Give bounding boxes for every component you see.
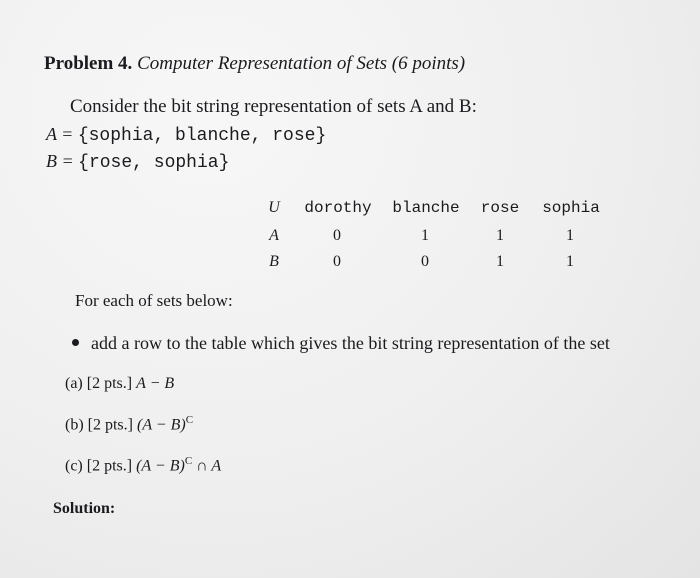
table-cell-a-sophia: 1 — [566, 227, 574, 244]
part-a-expression: A − B — [136, 375, 175, 392]
table-header-dorothy: dorothy — [304, 199, 372, 217]
set-a-lhs: A = — [46, 124, 74, 144]
table-header-universe: U — [268, 199, 280, 216]
part-a — [65, 375, 174, 393]
bullet-text: add a row to the table which gives the bit string representation of the set — [91, 333, 610, 353]
table-header-rose: rose — [480, 199, 520, 217]
part-c-intersection: ∩ A — [192, 457, 222, 475]
intro-text: Consider the bit string representation of sets A and B: — [70, 96, 477, 117]
table-row-label-a: A — [269, 227, 279, 244]
set-a-elements: {sophia, blanche, rose} — [77, 126, 327, 146]
table-cell-a-dorothy: 0 — [333, 227, 341, 244]
set-a-definition — [46, 124, 326, 146]
problem-number: Problem 4. — [44, 53, 133, 74]
part-b-expression: (A − B) — [136, 416, 186, 434]
set-b-definition — [46, 151, 229, 173]
set-b-elements: {rose, sophia} — [78, 153, 230, 173]
part-a-points: [2 pts.] — [86, 375, 133, 392]
problem-heading: Computer Representation of Sets — [137, 53, 388, 74]
bullet-item — [72, 333, 610, 354]
table-cell-a-blanche: 1 — [421, 227, 429, 244]
table-cell-b-sophia: 1 — [566, 253, 574, 270]
table-cell-b-dorothy: 0 — [333, 253, 341, 270]
table-cell-a-rose: 1 — [496, 227, 504, 244]
part-c-letter: (c) — [65, 457, 83, 475]
part-b-complement: C — [185, 414, 194, 426]
part-c-points: [2 pts.] — [86, 457, 133, 475]
instructions-text: For each of sets below: — [75, 291, 233, 310]
part-b-points: [2 pts.] — [87, 416, 133, 434]
problem-title — [44, 53, 465, 75]
set-b-lhs: B = — [46, 151, 74, 171]
part-c — [65, 455, 221, 475]
table-cell-b-blanche: 0 — [421, 253, 429, 270]
table-cell-b-rose: 1 — [496, 253, 504, 270]
part-a-letter: (a) — [65, 375, 83, 392]
table-header-blanche: blanche — [392, 199, 460, 217]
solution-label: Solution: — [53, 500, 116, 517]
part-b-letter: (b) — [65, 416, 84, 434]
part-b — [65, 414, 193, 434]
bullet-dot-icon — [72, 339, 79, 346]
part-c-complement: C — [184, 455, 193, 467]
table-row-label-b: B — [269, 253, 279, 270]
problem-points: (6 points) — [391, 53, 466, 74]
part-c-expression: (A − B) — [136, 457, 185, 475]
table-header-sophia: sophia — [542, 199, 600, 217]
